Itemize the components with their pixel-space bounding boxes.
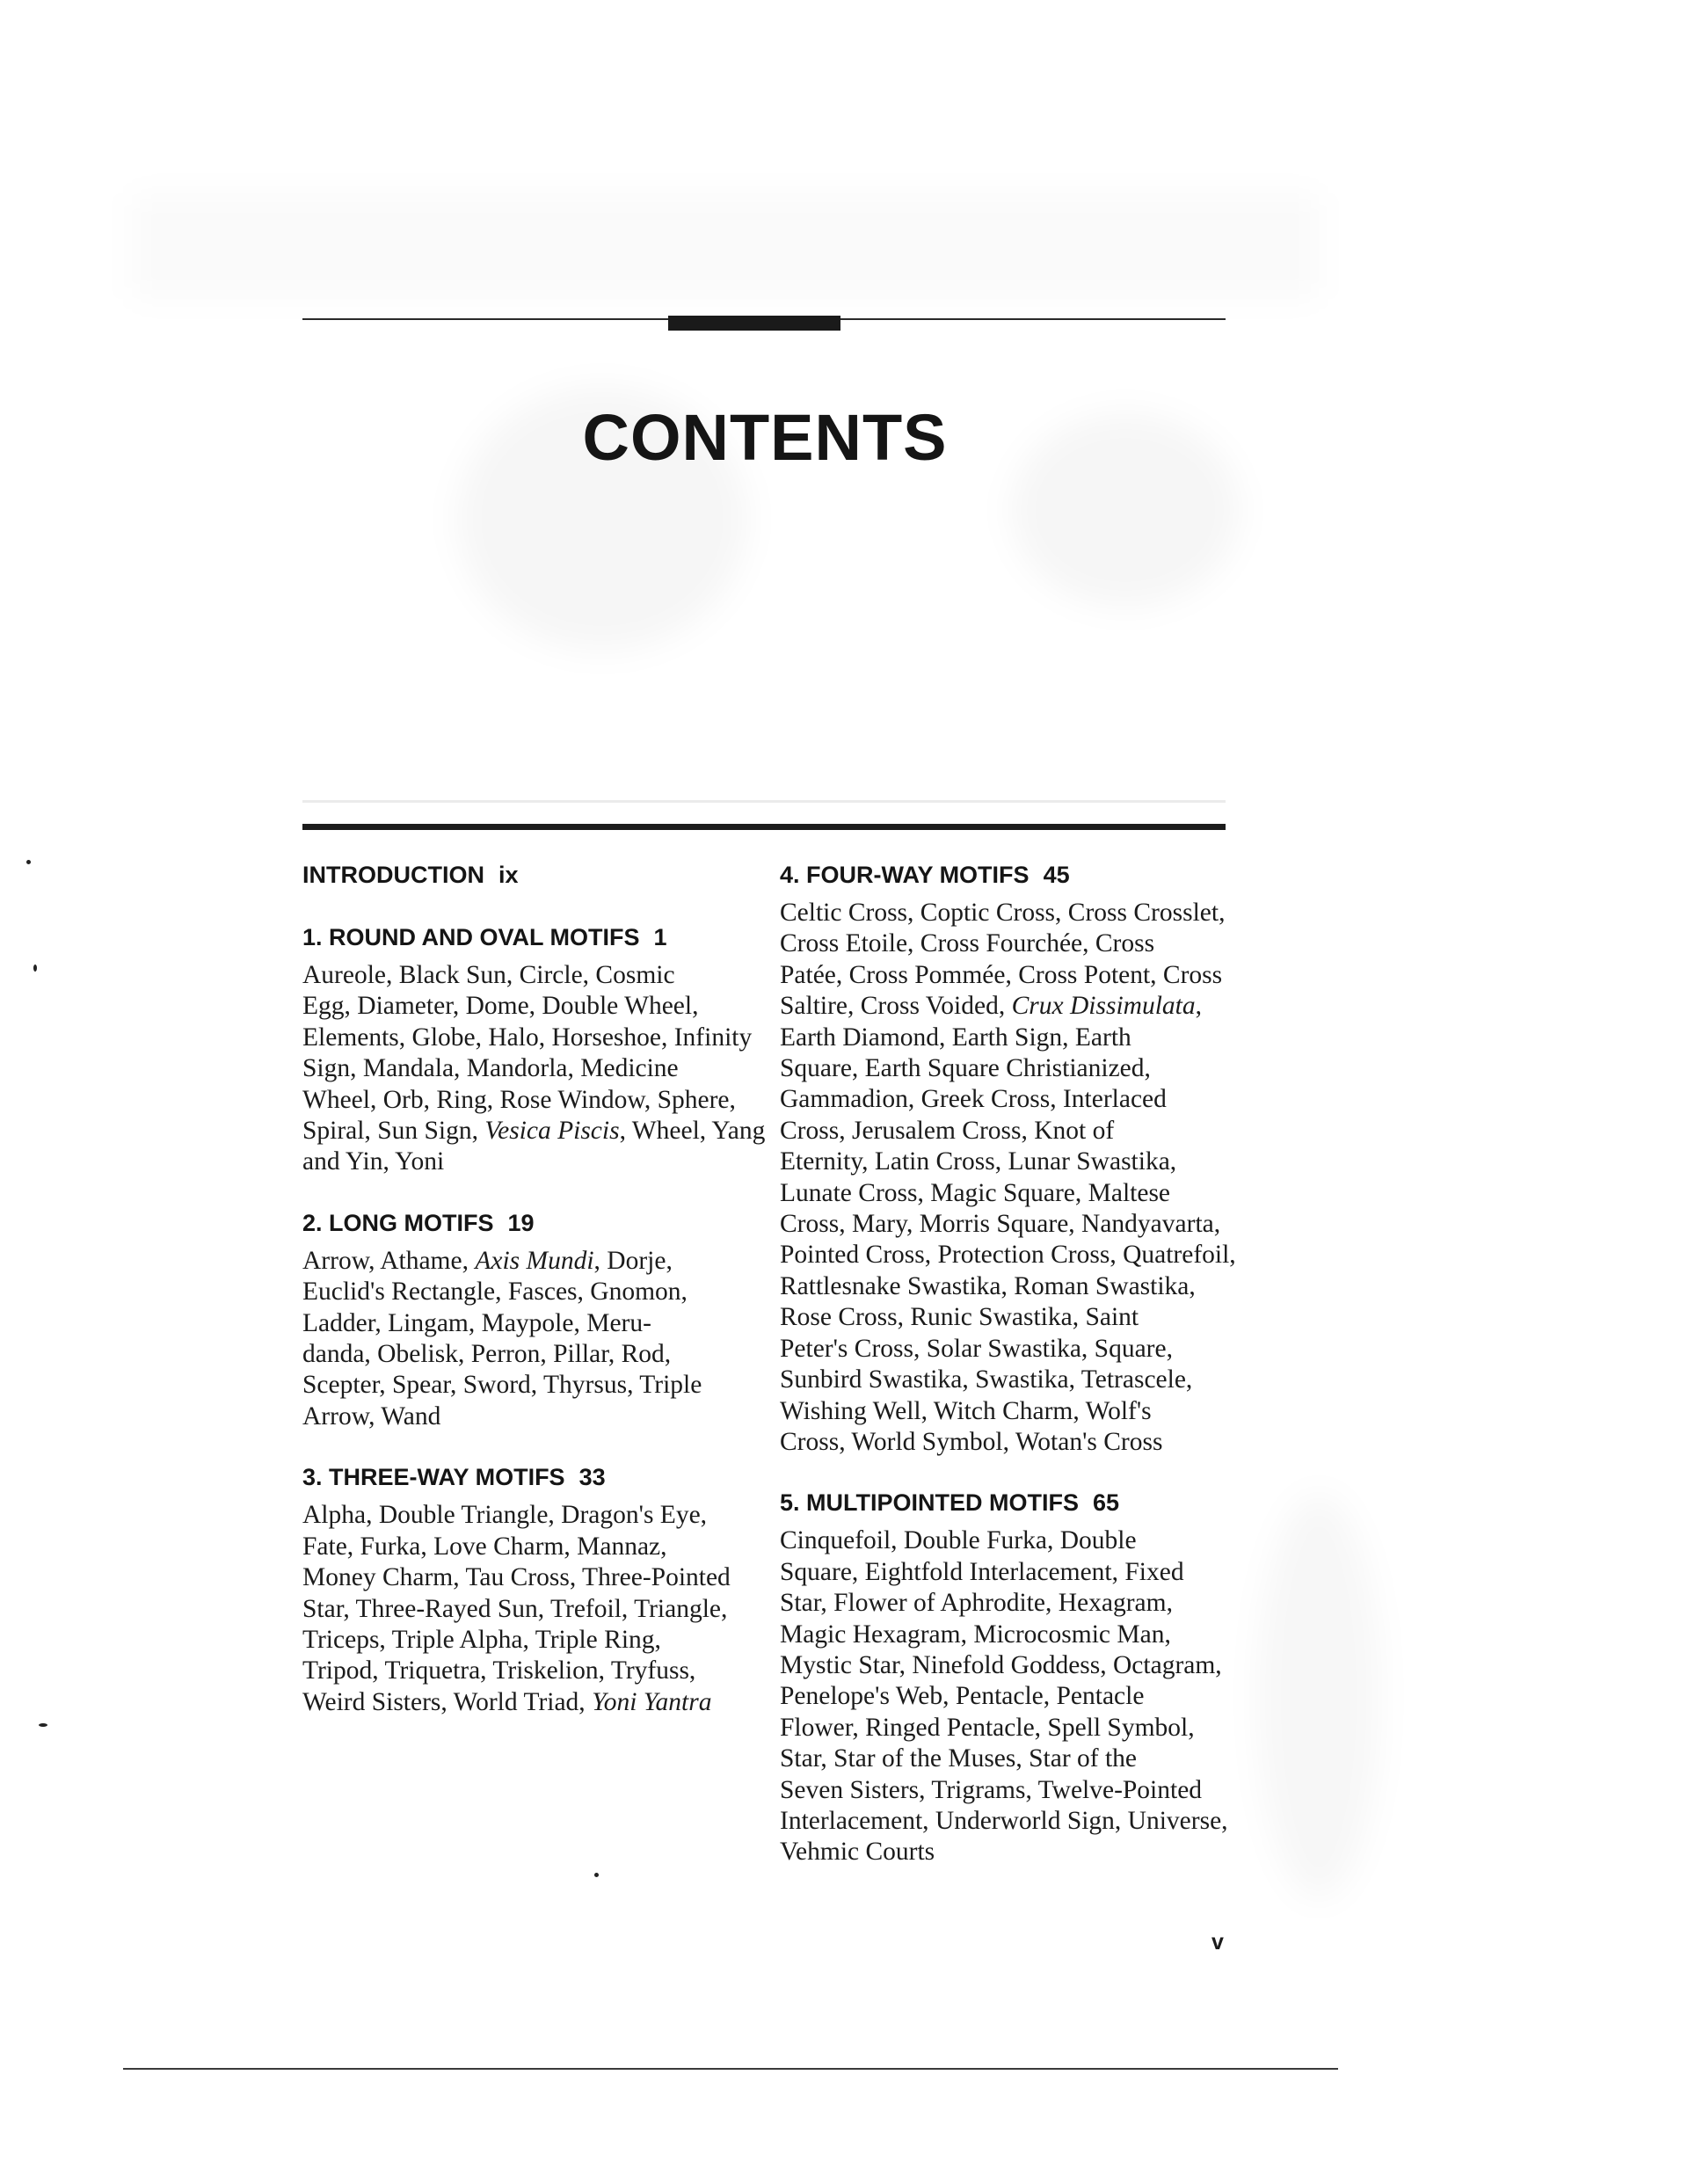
- section-page: 19: [507, 1209, 535, 1236]
- section-entries: [780, 1525, 1237, 1867]
- entry-line: Star, Star of the Muses, Star of the: [780, 1744, 1138, 1773]
- top-rule-accent: [668, 316, 840, 331]
- introduction-label: INTRODUCTION: [302, 862, 484, 888]
- bleed-through-shadow: [1257, 1495, 1380, 1899]
- entry-line: Vehmic Courts: [780, 1838, 935, 1867]
- entry-line: Pointed Cross, Protection Cross, Quatrefoil,: [780, 1241, 1236, 1270]
- entry-line: Magic Hexagram, Microcosmic Man,: [780, 1620, 1171, 1649]
- section-heading: [302, 1464, 760, 1491]
- entry-line: Lunate Cross, Magic Square, Maltese: [780, 1178, 1171, 1207]
- entry-line: Cross Etoile, Cross Fourchée, Cross: [780, 929, 1155, 958]
- entry-line: Sunbird Swastika, Swastika, Tetrascele,: [780, 1365, 1193, 1394]
- bottom-rule: [123, 2068, 1338, 2070]
- page-title: CONTENTS: [582, 401, 948, 474]
- section-page: 1: [653, 924, 667, 950]
- section-number: 3.: [302, 1464, 323, 1491]
- scan-speck: [594, 1873, 599, 1877]
- entry-line: Peter's Cross, Solar Swastika, Square,: [780, 1334, 1173, 1363]
- entry-line: Patée, Cross Pommée, Cross Potent, Cross: [780, 960, 1223, 989]
- entry-line: Tripod, Triquetra, Triskelion, Tryfuss,: [302, 1656, 696, 1685]
- introduction-page: ix: [498, 862, 519, 888]
- italic-term: Axis Mundi: [475, 1246, 594, 1275]
- italic-term: Vesica Piscis: [484, 1117, 620, 1146]
- entry-line: Money Charm, Tau Cross, Three-Pointed: [302, 1563, 731, 1592]
- entry-line: and Yin, Yoni: [302, 1147, 445, 1176]
- section-entries: [302, 1500, 760, 1718]
- entry-line: Arrow, Athame, Axis Mundi, Dorje,: [302, 1246, 673, 1275]
- entry-line: Arrow, Wand: [302, 1401, 441, 1431]
- italic-term: Crux Dissimulata: [1011, 992, 1196, 1021]
- entry-line: Saltire, Cross Voided, Crux Dissimulata,: [780, 992, 1202, 1021]
- entry-line: Gammadion, Greek Cross, Interlaced: [780, 1085, 1167, 1114]
- entry-line: Wishing Well, Witch Charm, Wolf's: [780, 1396, 1152, 1425]
- section-entries: [780, 898, 1237, 1458]
- entry-line: Eternity, Latin Cross, Lunar Swastika,: [780, 1147, 1177, 1176]
- entry-line: Rattlesnake Swastika, Roman Swastika,: [780, 1271, 1196, 1300]
- entry-line: Mystic Star, Ninefold Goddess, Octagram,: [780, 1650, 1222, 1679]
- section-page: 33: [578, 1464, 606, 1491]
- section-title: THREE-WAY MOTIFS: [329, 1464, 565, 1491]
- section-title: ROUND AND OVAL MOTIFS: [329, 924, 640, 950]
- section-heading: [302, 924, 760, 951]
- entry-line: Square, Eightfold Interlacement, Fixed: [780, 1557, 1184, 1586]
- section-rule: [302, 824, 1226, 830]
- entry-line: Ladder, Lingam, Maypole, Meru-: [302, 1308, 651, 1337]
- entry-line: Square, Earth Square Christianized,: [780, 1054, 1151, 1083]
- entry-line: Wheel, Orb, Ring, Rose Window, Sphere,: [302, 1085, 736, 1114]
- section-title: LONG MOTIFS: [329, 1209, 494, 1236]
- entry-line: Alpha, Double Triangle, Dragon's Eye,: [302, 1501, 708, 1530]
- entry-line: Flower, Ringed Pentacle, Spell Symbol,: [780, 1713, 1195, 1742]
- section-entries: [302, 960, 766, 1178]
- entry-line: Fate, Furka, Love Charm, Mannaz,: [302, 1532, 667, 1561]
- entry-line: danda, Obelisk, Perron, Pillar, Rod,: [302, 1340, 672, 1369]
- entry-line: Triceps, Triple Alpha, Triple Ring,: [302, 1625, 661, 1654]
- entry-line: Seven Sisters, Trigrams, Twelve-Pointed: [780, 1775, 1203, 1804]
- scan-speck: [39, 1723, 47, 1727]
- entry-line: Euclid's Rectangle, Fasces, Gnomon,: [302, 1278, 688, 1307]
- entry-line: Rose Cross, Runic Swastika, Saint: [780, 1303, 1139, 1332]
- entry-line: Elements, Globe, Halo, Horseshoe, Infinity: [302, 1023, 753, 1052]
- section-number: 2.: [302, 1209, 323, 1236]
- section-entries: [302, 1246, 760, 1432]
- bleed-through-shadow: [132, 193, 1319, 299]
- introduction-entry: [302, 862, 760, 889]
- section-title: FOUR-WAY MOTIFS: [806, 862, 1030, 888]
- section-number: 1.: [302, 924, 323, 950]
- page-number: v: [1211, 1930, 1224, 1955]
- italic-term: Yoni Yantra: [592, 1687, 712, 1716]
- section-number: 4.: [780, 862, 800, 888]
- entry-line: Sign, Mandala, Mandorla, Medicine: [302, 1054, 679, 1083]
- scan-speck: [33, 965, 37, 972]
- section-heading: [302, 1210, 760, 1237]
- entry-line: Penelope's Web, Pentacle, Pentacle: [780, 1682, 1145, 1711]
- entry-line: Weird Sisters, World Triad, Yoni Yantra: [302, 1687, 712, 1716]
- entry-line: Star, Flower of Aphrodite, Hexagram,: [780, 1589, 1173, 1618]
- entry-line: Interlacement, Underworld Sign, Universe,: [780, 1806, 1228, 1835]
- section-heading: [780, 1489, 1237, 1517]
- entry-line: Celtic Cross, Coptic Cross, Cross Crosslet,: [780, 899, 1226, 927]
- entry-line: Spiral, Sun Sign, Vesica Piscis, Wheel, Yang: [302, 1117, 766, 1146]
- faint-rule: [302, 800, 1226, 803]
- section-title: MULTIPOINTED MOTIFS: [806, 1489, 1080, 1517]
- entry-line: Star, Three-Rayed Sun, Trefoil, Triangle,: [302, 1594, 728, 1623]
- entry-line: Cross, World Symbol, Wotan's Cross: [780, 1427, 1163, 1456]
- left-column: [302, 862, 766, 1718]
- scan-speck: [26, 860, 31, 864]
- section-number: 5.: [780, 1489, 800, 1517]
- entry-line: Scepter, Spear, Sword, Thyrsus, Triple: [302, 1371, 702, 1400]
- entry-line: Aureole, Black Sun, Circle, Cosmic: [302, 961, 675, 989]
- entry-line: Cross, Mary, Morris Square, Nandyavarta,: [780, 1210, 1221, 1239]
- entry-line: Cross, Jerusalem Cross, Knot of: [780, 1116, 1115, 1145]
- entry-line: Earth Diamond, Earth Sign, Earth: [780, 1023, 1131, 1052]
- right-column: [780, 862, 1237, 1868]
- entry-line: Cinquefoil, Double Furka, Double: [780, 1526, 1137, 1555]
- section-page: 65: [1093, 1489, 1120, 1517]
- section-page: 45: [1043, 862, 1070, 888]
- entry-line: Egg, Diameter, Dome, Double Wheel,: [302, 992, 699, 1021]
- section-heading: [780, 862, 1237, 889]
